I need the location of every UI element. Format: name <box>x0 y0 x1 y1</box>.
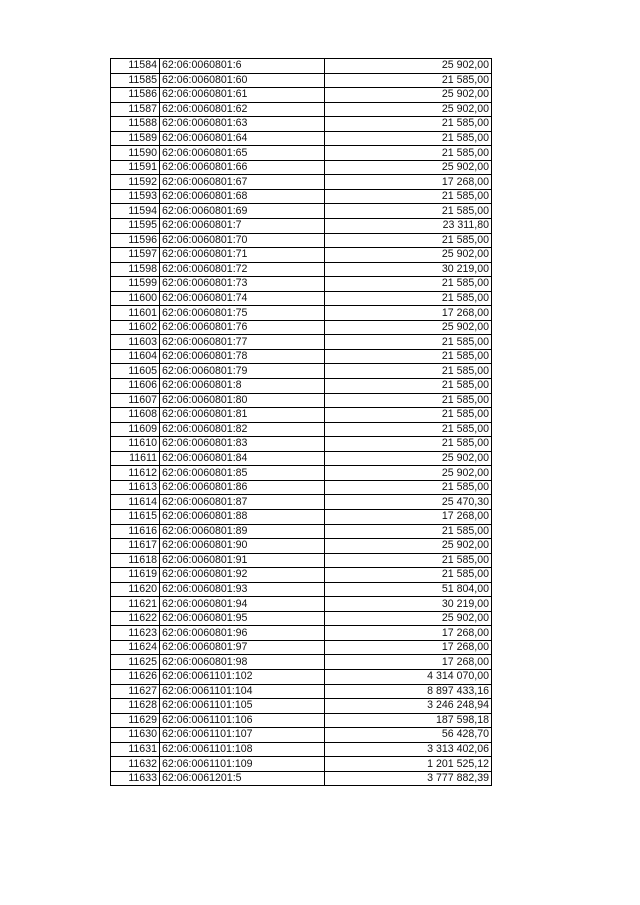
cadastral-value: 25 902,00 <box>325 451 492 466</box>
row-number: 11633 <box>111 771 160 786</box>
cadastral-value: 23 311,80 <box>325 219 492 234</box>
cadastral-number: 62:06:0060801:94 <box>160 597 325 612</box>
row-number: 11586 <box>111 88 160 103</box>
row-number: 11602 <box>111 320 160 335</box>
table-row <box>111 175 492 190</box>
cadastral-number: 62:06:0060801:7 <box>160 219 325 234</box>
cadastral-number: 62:06:0060801:76 <box>160 320 325 335</box>
cadastral-number: 62:06:0061101:105 <box>160 699 325 714</box>
table-row <box>111 655 492 670</box>
data-table <box>110 58 492 786</box>
cadastral-number: 62:06:0060801:79 <box>160 364 325 379</box>
cadastral-number: 62:06:0060801:6 <box>160 59 325 74</box>
cadastral-value: 21 585,00 <box>325 349 492 364</box>
cadastral-value: 30 219,00 <box>325 262 492 277</box>
cadastral-value: 21 585,00 <box>325 393 492 408</box>
cadastral-number: 62:06:0060801:67 <box>160 175 325 190</box>
row-number: 11620 <box>111 582 160 597</box>
cadastral-value: 25 902,00 <box>325 466 492 481</box>
table-row <box>111 771 492 786</box>
row-number: 11628 <box>111 699 160 714</box>
table-row <box>111 204 492 219</box>
table-row <box>111 568 492 583</box>
cadastral-number: 62:06:0060801:78 <box>160 349 325 364</box>
row-number: 11587 <box>111 102 160 117</box>
row-number: 11596 <box>111 233 160 248</box>
cadastral-number: 62:06:0060801:60 <box>160 73 325 88</box>
row-number: 11626 <box>111 669 160 684</box>
cadastral-number: 62:06:0060801:95 <box>160 611 325 626</box>
cadastral-number: 62:06:0060801:82 <box>160 422 325 437</box>
table-row <box>111 626 492 641</box>
table-row <box>111 393 492 408</box>
row-number: 11613 <box>111 480 160 495</box>
table-row <box>111 597 492 612</box>
cadastral-number: 62:06:0060801:73 <box>160 277 325 292</box>
table-row <box>111 189 492 204</box>
cadastral-value: 1 201 525,12 <box>325 757 492 772</box>
row-number: 11594 <box>111 204 160 219</box>
cadastral-value: 21 585,00 <box>325 335 492 350</box>
row-number: 11597 <box>111 248 160 263</box>
cadastral-value: 8 897 433,16 <box>325 684 492 699</box>
cadastral-number: 62:06:0060801:74 <box>160 291 325 306</box>
cadastral-value: 187 598,18 <box>325 713 492 728</box>
row-number: 11621 <box>111 597 160 612</box>
row-number: 11593 <box>111 189 160 204</box>
cadastral-value: 25 902,00 <box>325 59 492 74</box>
cadastral-number: 62:06:0061101:108 <box>160 742 325 757</box>
cadastral-value: 21 585,00 <box>325 437 492 452</box>
row-number: 11599 <box>111 277 160 292</box>
table-row <box>111 422 492 437</box>
cadastral-number: 62:06:0060801:83 <box>160 437 325 452</box>
row-number: 11631 <box>111 742 160 757</box>
cadastral-value: 17 268,00 <box>325 640 492 655</box>
table-row <box>111 582 492 597</box>
cadastral-value: 21 585,00 <box>325 277 492 292</box>
table-row <box>111 88 492 103</box>
table-row <box>111 611 492 626</box>
row-number: 11584 <box>111 59 160 74</box>
cadastral-value: 21 585,00 <box>325 73 492 88</box>
cadastral-number: 62:06:0060801:69 <box>160 204 325 219</box>
cadastral-number: 62:06:0060801:77 <box>160 335 325 350</box>
row-number: 11622 <box>111 611 160 626</box>
table-row <box>111 160 492 175</box>
cadastral-number: 62:06:0060801:88 <box>160 509 325 524</box>
table-row <box>111 728 492 743</box>
cadastral-number: 62:06:0060801:89 <box>160 524 325 539</box>
row-number: 11600 <box>111 291 160 306</box>
cadastral-value: 21 585,00 <box>325 131 492 146</box>
cadastral-number: 62:06:0060801:98 <box>160 655 325 670</box>
row-number: 11619 <box>111 568 160 583</box>
row-number: 11615 <box>111 509 160 524</box>
cadastral-value: 21 585,00 <box>325 408 492 423</box>
cadastral-value: 25 902,00 <box>325 88 492 103</box>
row-number: 11603 <box>111 335 160 350</box>
cadastral-number: 62:06:0060801:70 <box>160 233 325 248</box>
cadastral-value: 25 902,00 <box>325 611 492 626</box>
cadastral-value: 21 585,00 <box>325 233 492 248</box>
row-number: 11609 <box>111 422 160 437</box>
cadastral-number: 62:06:0061101:106 <box>160 713 325 728</box>
cadastral-number: 62:06:0061101:109 <box>160 757 325 772</box>
row-number: 11624 <box>111 640 160 655</box>
cadastral-number: 62:06:0060801:97 <box>160 640 325 655</box>
table-row <box>111 277 492 292</box>
row-number: 11601 <box>111 306 160 321</box>
cadastral-number: 62:06:0061101:102 <box>160 669 325 684</box>
table-row <box>111 524 492 539</box>
cadastral-number: 62:06:0060801:85 <box>160 466 325 481</box>
cadastral-number: 62:06:0060801:66 <box>160 160 325 175</box>
table-row <box>111 451 492 466</box>
cadastral-number: 62:06:0060801:93 <box>160 582 325 597</box>
row-number: 11598 <box>111 262 160 277</box>
row-number: 11589 <box>111 131 160 146</box>
table-row <box>111 262 492 277</box>
cadastral-value: 51 804,00 <box>325 582 492 597</box>
table-row <box>111 509 492 524</box>
row-number: 11623 <box>111 626 160 641</box>
table-row <box>111 480 492 495</box>
row-number: 11630 <box>111 728 160 743</box>
row-number: 11607 <box>111 393 160 408</box>
cadastral-number: 62:06:0060801:63 <box>160 117 325 132</box>
table-row <box>111 73 492 88</box>
cadastral-number: 62:06:0060801:86 <box>160 480 325 495</box>
row-number: 11612 <box>111 466 160 481</box>
row-number: 11614 <box>111 495 160 510</box>
table-row <box>111 379 492 394</box>
cadastral-value: 17 268,00 <box>325 509 492 524</box>
table-row <box>111 713 492 728</box>
row-number: 11595 <box>111 219 160 234</box>
cadastral-number: 62:06:0061201:5 <box>160 771 325 786</box>
row-number: 11590 <box>111 146 160 161</box>
table-row <box>111 335 492 350</box>
row-number: 11592 <box>111 175 160 190</box>
cadastral-number: 62:06:0060801:64 <box>160 131 325 146</box>
table-row <box>111 757 492 772</box>
table-row <box>111 306 492 321</box>
cadastral-number: 62:06:0060801:92 <box>160 568 325 583</box>
cadastral-value: 17 268,00 <box>325 626 492 641</box>
cadastral-number: 62:06:0060801:8 <box>160 379 325 394</box>
table-row <box>111 408 492 423</box>
table-row <box>111 742 492 757</box>
row-number: 11632 <box>111 757 160 772</box>
row-number: 11629 <box>111 713 160 728</box>
cadastral-value: 17 268,00 <box>325 306 492 321</box>
table-row <box>111 466 492 481</box>
cadastral-value: 21 585,00 <box>325 146 492 161</box>
cadastral-value: 3 246 248,94 <box>325 699 492 714</box>
cadastral-value: 3 313 402,06 <box>325 742 492 757</box>
row-number: 11591 <box>111 160 160 175</box>
table-row <box>111 291 492 306</box>
cadastral-value: 21 585,00 <box>325 568 492 583</box>
cadastral-value: 21 585,00 <box>325 204 492 219</box>
row-number: 11618 <box>111 553 160 568</box>
cadastral-number: 62:06:0060801:62 <box>160 102 325 117</box>
row-number: 11585 <box>111 73 160 88</box>
table-row <box>111 146 492 161</box>
table-row <box>111 219 492 234</box>
table-row <box>111 248 492 263</box>
cadastral-value: 21 585,00 <box>325 422 492 437</box>
table-row <box>111 640 492 655</box>
cadastral-value: 21 585,00 <box>325 553 492 568</box>
cadastral-value: 21 585,00 <box>325 480 492 495</box>
cadastral-number: 62:06:0060801:61 <box>160 88 325 103</box>
table-row <box>111 233 492 248</box>
cadastral-number: 62:06:0060801:72 <box>160 262 325 277</box>
cadastral-number: 62:06:0060801:80 <box>160 393 325 408</box>
table-row <box>111 553 492 568</box>
cadastral-value: 3 777 882,39 <box>325 771 492 786</box>
table-row <box>111 699 492 714</box>
cadastral-value: 21 585,00 <box>325 379 492 394</box>
cadastral-value: 21 585,00 <box>325 189 492 204</box>
cadastral-value-table <box>110 58 491 786</box>
cadastral-value: 25 902,00 <box>325 320 492 335</box>
row-number: 11605 <box>111 364 160 379</box>
table-row <box>111 669 492 684</box>
row-number: 11606 <box>111 379 160 394</box>
cadastral-value: 21 585,00 <box>325 364 492 379</box>
row-number: 11610 <box>111 437 160 452</box>
table-row <box>111 437 492 452</box>
table-row <box>111 117 492 132</box>
cadastral-number: 62:06:0060801:84 <box>160 451 325 466</box>
cadastral-value: 30 219,00 <box>325 597 492 612</box>
cadastral-value: 17 268,00 <box>325 175 492 190</box>
row-number: 11611 <box>111 451 160 466</box>
table-row <box>111 684 492 699</box>
row-number: 11588 <box>111 117 160 132</box>
row-number: 11627 <box>111 684 160 699</box>
row-number: 11625 <box>111 655 160 670</box>
row-number: 11608 <box>111 408 160 423</box>
cadastral-number: 62:06:0060801:91 <box>160 553 325 568</box>
cadastral-number: 62:06:0060801:65 <box>160 146 325 161</box>
cadastral-value: 25 902,00 <box>325 160 492 175</box>
cadastral-number: 62:06:0061101:104 <box>160 684 325 699</box>
cadastral-value: 25 470,30 <box>325 495 492 510</box>
table-row <box>111 59 492 74</box>
cadastral-number: 62:06:0060801:87 <box>160 495 325 510</box>
table-row <box>111 131 492 146</box>
row-number: 11616 <box>111 524 160 539</box>
row-number: 11617 <box>111 539 160 554</box>
cadastral-value: 25 902,00 <box>325 539 492 554</box>
table-row <box>111 102 492 117</box>
cadastral-number: 62:06:0061101:107 <box>160 728 325 743</box>
cadastral-value: 21 585,00 <box>325 524 492 539</box>
cadastral-number: 62:06:0060801:68 <box>160 189 325 204</box>
cadastral-number: 62:06:0060801:90 <box>160 539 325 554</box>
table-row <box>111 495 492 510</box>
table-row <box>111 320 492 335</box>
cadastral-number: 62:06:0060801:81 <box>160 408 325 423</box>
table-row <box>111 349 492 364</box>
cadastral-value: 25 902,00 <box>325 248 492 263</box>
cadastral-number: 62:06:0060801:96 <box>160 626 325 641</box>
table-body <box>111 59 492 786</box>
table-row <box>111 539 492 554</box>
cadastral-value: 21 585,00 <box>325 117 492 132</box>
cadastral-value: 56 428,70 <box>325 728 492 743</box>
table-row <box>111 364 492 379</box>
cadastral-value: 4 314 070,00 <box>325 669 492 684</box>
cadastral-number: 62:06:0060801:71 <box>160 248 325 263</box>
cadastral-value: 25 902,00 <box>325 102 492 117</box>
cadastral-value: 17 268,00 <box>325 655 492 670</box>
cadastral-number: 62:06:0060801:75 <box>160 306 325 321</box>
row-number: 11604 <box>111 349 160 364</box>
cadastral-value: 21 585,00 <box>325 291 492 306</box>
